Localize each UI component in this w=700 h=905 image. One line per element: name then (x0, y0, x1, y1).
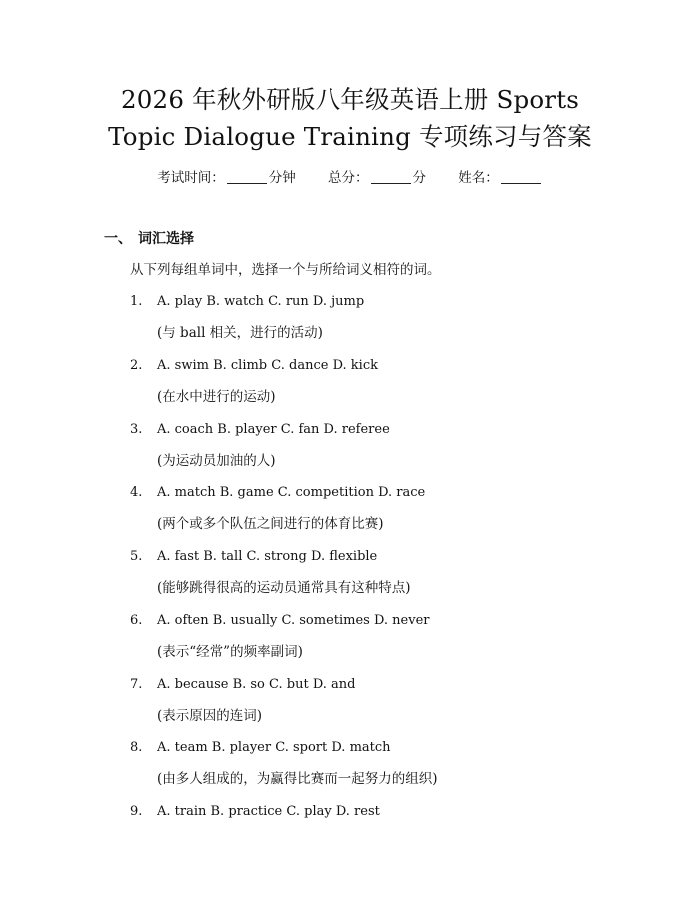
exam-time-unit: 分钟 (268, 170, 296, 186)
question-options: A. fast B. tall C. strong D. flexible (157, 549, 378, 564)
question-options: A. play B. watch C. run D. jump (157, 294, 365, 309)
question-item (130, 419, 390, 441)
question-options: A. match B. game C. competition D. race (157, 485, 426, 501)
section-number: 一、 (104, 231, 132, 247)
question-item (130, 801, 380, 823)
question-options: A. coach B. player C. fan D. referee (157, 421, 390, 437)
question-number: 8. (130, 740, 143, 756)
question-hint: (表示“经常”的频率副词) (157, 643, 303, 660)
question-hint: (由多人组成的，为赢得比赛而一起努力的组织) (157, 771, 438, 788)
question-item (130, 355, 378, 377)
question-options: A. swim B. climb C. dance D. kick (157, 357, 378, 373)
section-instruction: 从下列每组单词中，选择一个与所给词义相符的词。 (130, 262, 441, 278)
question-item (130, 546, 377, 568)
total-score-field (328, 167, 426, 189)
section-heading (104, 228, 194, 250)
question-hint: (表示原因的连词) (157, 707, 263, 724)
exam-time-blank (227, 169, 267, 184)
question-hint: (在水中进行的运动) (157, 388, 276, 405)
question-number: 2. (130, 357, 143, 373)
exam-time-field (157, 167, 296, 189)
total-score-blank (371, 169, 411, 184)
question-item (130, 482, 425, 504)
section-title: 词汇选择 (138, 231, 194, 247)
question-options: A. train B. practice C. play D. rest (157, 804, 380, 819)
question-item (130, 674, 356, 696)
question-number: 4. (130, 485, 143, 501)
question-hint: (两个或多个队伍之间进行的体育比赛) (157, 516, 384, 533)
question-number: 5. (130, 549, 143, 564)
question-options: A. because B. so C. but D. and (157, 676, 356, 692)
document-title-line-1: 2026 年秋外研版八年级英语上册 Sports (120, 85, 580, 114)
question-item (130, 737, 391, 759)
exam-time-label: 考试时间： (157, 170, 225, 186)
question-hint: (为运动员加油的人) (157, 452, 276, 469)
student-name-field (458, 167, 543, 189)
question-options: A. often B. usually C. sometimes D. never (157, 612, 430, 628)
question-options: A. team B. player C. sport D. match (157, 740, 391, 756)
question-number: 7. (130, 676, 143, 692)
document-title-line-2: Topic Dialogue Training 专项练习与答案 (108, 122, 592, 151)
exam-meta (0, 167, 700, 189)
question-number: 6. (130, 612, 143, 628)
total-score-unit: 分 (412, 170, 426, 186)
student-name-blank (501, 169, 541, 184)
question-hint: (与 ball 相关，进行的活动) (157, 325, 323, 341)
question-item (130, 610, 430, 632)
question-number: 9. (130, 804, 143, 819)
question-item (130, 291, 364, 313)
student-name-label: 姓名： (458, 170, 499, 186)
question-number: 3. (130, 421, 143, 437)
question-number: 1. (130, 294, 143, 309)
total-score-label: 总分： (328, 170, 369, 186)
question-hint: (能够跳得很高的运动员通常具有这种特点) (157, 580, 411, 596)
